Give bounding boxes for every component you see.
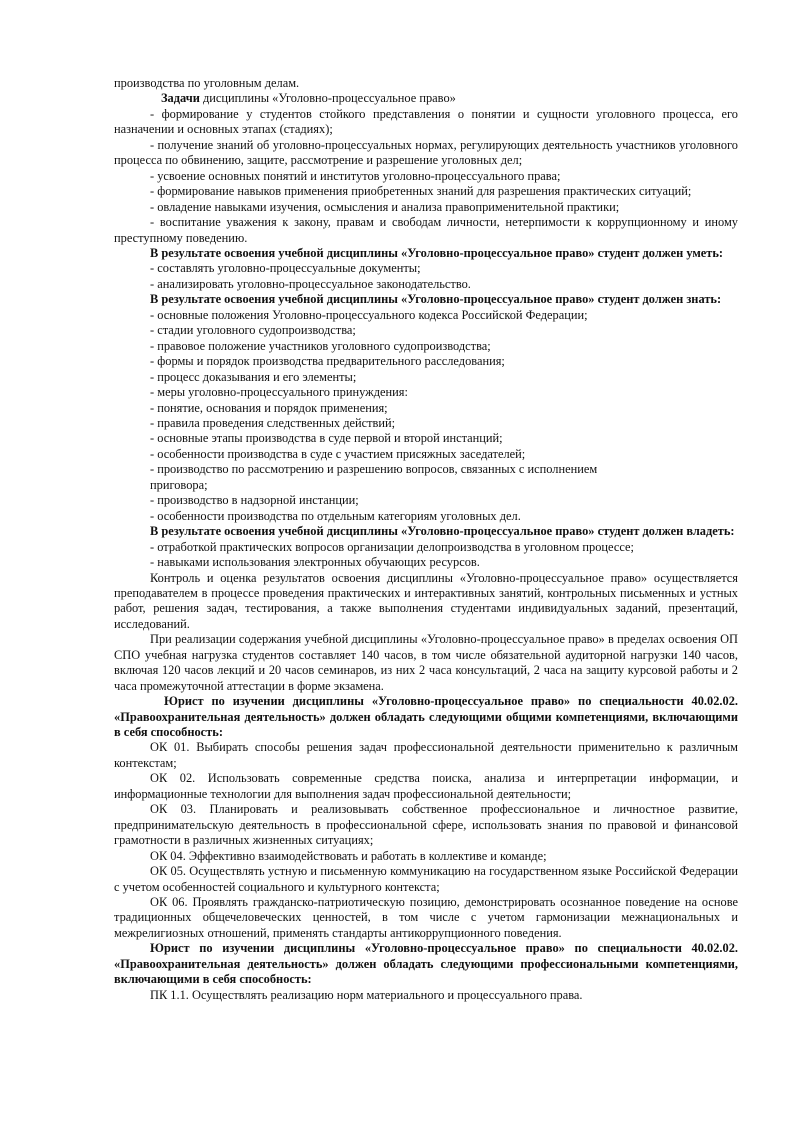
list-item: ОК 02. Использовать современные средства поиска, анализа и интерпретации информации, и информационные технологии для выполнения задач профессиональной деятельности; — [114, 771, 738, 801]
vladet-list — [114, 540, 738, 571]
list-item: - производство в надзорной инстанции; — [150, 493, 359, 508]
list-item: ОК 01. Выбирать способы решения задач профессиональной деятельности применительно к различным контекстам; — [114, 740, 738, 770]
load-paragraph: При реализации содержания учебной дисциплины «Уголовно-процессуальное право» в пределах освоения ОП СПО учебная нагрузка студентов составляет 140 часов, в том числе обязательной аудиторной нагрузки 140 часов, включая 120 часов лекций и 20 часов семинаров, из них 2 часа консультаций, 2 часа на защиту курсовой работы и 2 часа промежуточной аттестации в форме экзамена. — [114, 632, 738, 693]
list-item: - формирование у студентов стойкого представления о понятии и сущности уголовного процесса, его назначении и основных этапах (стадиях); — [114, 106, 738, 137]
list-item: - производство по рассмотрению и разрешению вопросов, связанных с исполнением — [150, 462, 598, 477]
list-item: - правовое положение участников уголовного судопроизводства; — [150, 338, 491, 353]
tasks-heading-rest: дисциплины «Уголовно-процессуальное право» — [199, 91, 456, 106]
list-item: - овладение навыками изучения, осмысления и анализа правоприменительной практики; — [150, 199, 620, 214]
intro-line: производства по уголовным делам. — [114, 76, 300, 90]
list-item: - особенности производства по отдельным категориям уголовных дел. — [150, 508, 521, 523]
control-paragraph: Контроль и оценка результатов освоения дисциплины «Уголовно-процессуальное право» осуществляется преподавателем в процессе проведения практических и интерактивных занятий, контрольных письменных и устных работ, решения задач, тестирования, а также выполнения студентами индивидуальных заданий, презентаций, исследований. — [114, 570, 738, 631]
list-item: ОК 05. Осуществлять устную и письменную коммуникацию на государственном языке Российской Федерации с учетом особенностей социального и культурного контекста; — [114, 864, 738, 894]
list-item: - усвоение основных понятий и институтов уголовно-процессуального права; — [150, 168, 561, 183]
list-item: ОК 06. Проявлять гражданско-патриотическую позицию, демонстрировать осознанное поведение на основе традиционных общечеловеческих ценностей, в том числе с учетом гармонизации межнациональных и межрелигиозных отношений, применять стандарты антикоррупционного поведения. — [114, 895, 738, 940]
pk-list — [114, 988, 738, 1003]
list-item: - процесс доказывания и его элементы; — [150, 369, 357, 384]
list-item: - основные положения Уголовно-процессуального кодекса Российской Федерации; — [150, 307, 588, 322]
list-item: - правила проведения следственных действий; — [150, 415, 396, 430]
list-item: ПК 1.1. Осуществлять реализацию норм материального и процессуального права. — [150, 987, 583, 1002]
znat-list — [114, 308, 738, 524]
list-item: - основные этапы производства в суде первой и второй инстанций; — [150, 431, 503, 446]
ok-list — [114, 740, 738, 941]
list-item: - понятие, основания и порядок применения; — [150, 400, 388, 415]
list-item: - составлять уголовно-процессуальные документы; — [150, 261, 421, 276]
tasks-heading — [114, 91, 738, 106]
list-item: - формы и порядок производства предварительного расследования; — [150, 354, 505, 369]
list-item: - навыками использования электронных обучающих ресурсов. — [150, 555, 480, 570]
pk-heading: Юрист по изучении дисциплины «Уголовно-процессуальное право» по специальности 40.02.02. «Правоохранительная деятельность» должен обладать следующими профессиональными компетенциями, включающими в себя способность: — [114, 941, 738, 987]
list-item: - стадии уголовного судопроизводства; — [150, 323, 356, 338]
list-item: - отработкой практических вопросов организации делопроизводства в уголовном процессе; — [150, 539, 634, 554]
list-item: - особенности производства в суде с участием присяжных заседателей; — [150, 446, 526, 461]
list-item: - меры уголовно-процессуального принуждения: — [150, 385, 408, 400]
list-item: - формирование навыков применения приобретенных знаний для разрешения практических ситуаций; — [150, 184, 692, 199]
tasks-heading-bold: Задачи — [161, 91, 200, 106]
list-item: - получение знаний об уголовно-процессуальных нормах, регулирующих деятельность участников уголовного процесса по обвинению, защите, рассмотрение и разрешение уголовных дел; — [114, 137, 738, 168]
document-page — [114, 76, 738, 1003]
list-item: ОК 04. Эффективно взаимодействовать и работать в коллективе и команде; — [150, 848, 547, 863]
list-item: - воспитание уважения к закону, правам и свободам личности, нетерпимости к коррупционному и иному преступному поведению. — [114, 215, 738, 245]
list-item: - анализировать уголовно-процессуальное законодательство. — [150, 276, 471, 291]
ok-heading: Юрист по изучении дисциплины «Уголовно-процессуальное право» по специальности 40.02.02. «Правоохранительная деятельность» должен обладать следующими общими компетенциями, включающими в себя способность: — [114, 694, 738, 740]
list-item: приговора; — [150, 477, 208, 492]
znat-heading: В результате освоения учебной дисциплины «Уголовно-процессуальное право» студент должен знать: — [150, 292, 722, 307]
umet-list — [114, 261, 738, 292]
vladet-heading: В результате освоения учебной дисциплины «Уголовно-процессуальное право» студент должен владеть: — [150, 524, 735, 539]
tasks-list — [114, 107, 738, 246]
list-item: ОК 03. Планировать и реализовывать собственное профессиональное и личностное развитие, предпринимательскую деятельность в профессиональной сфере, использовать знания по правовой и финансовой грамотности в различных жизненных ситуациях; — [114, 802, 738, 848]
umet-heading: В результате освоения учебной дисциплины «Уголовно-процессуальное право» студент должен уметь: — [150, 245, 724, 260]
